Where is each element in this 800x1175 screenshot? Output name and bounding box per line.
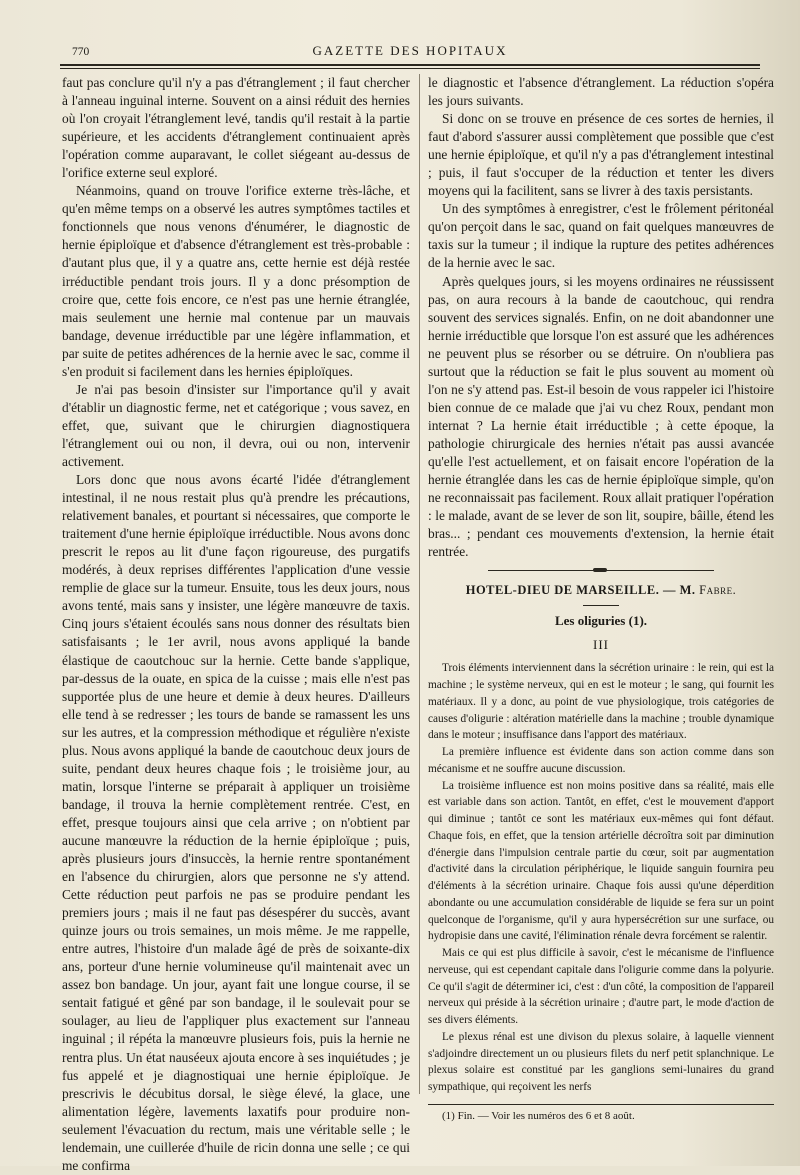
short-rule bbox=[583, 605, 619, 606]
page-number: 770 bbox=[72, 46, 90, 58]
paragraph: Lors donc que nous avons écarté l'idée d'étranglement intestinal, il ne nous restait plus qu'à prendre les précautions, relativement banales, et pourtant si nécessaires, que comporte le traitement d'une hernie épiploïque irréductible. Nous avons donc prescrit le repos au lit d'une façon rigoureuse, des purgatifs modérés, à deux reprises différentes l'application d'une vessie remplie de glace sur la tumeur. Ensuite, tous les deux jours, nous avons tenté, mais sans y insister, une légère manœuvre de taxis. Cinq jours s'étaient écoulés sans nous donner des résultats bien satisfaisants ; le 1er avril, nous avons appliqué la bande élastique de caoutchouc sur la hernie. Cette bande s'applique, par-dessus de la ouate, en spica de la cuisse ; mais elle n'est pas supportée plus de une heure et demie à deux heures. D'ailleurs elle tend à se redresser ; les tours de bande se ramassent les uns sur les autres, et la compression méthodique et régulière n'existe plus. Nous avons appliqué la bande de caoutchouc deux jours de suite, pendant deux heures chaque fois ; le troisième jour, au matin, lorsque l'interne se préparait à appliquer un troisième bandage, il trouva la hernie complètement rentrée. C'est, en effet, presque toujours ainsi que cela arrive ; on n'obtient par aucune manœuvre la réduction de la hernie épiploïque ; puis, après plusieurs jours d'insuccès, la hernie rentre spontanément en l'absence du chirurgien, alors que personne ne s'y attend. Cette réduction peut parfois ne pas se produire pendant les premiers jours ; mais il ne faut pas désespérer du succès, avant quinze jours ou trois semaines, un mois même. Je me rappelle, entre autres, l'histoire d'un malade âgé de près de soixante-dix ans, porteur d'une hernie volumineuse qu'il maintenait avec un assez bon bandage. Un jour, ayant fait une longue course, il se sentait fatigué et gêné par son bandage, il le soulevait pour se soulager, au lieu de l'appliquer plus exactement sur l'anneau inguinal ; il répéta la manœuvre plusieurs fois, puis la hernie ne rentra plus. Un état nauséeux ajouta encore à ses inquiétudes ; je fus appelé et je diagnostiquai une hernie épiploïque. Je prescrivis le décubitus dorsal, le siège élevé, la glace, une alimentation légère, lavements laxatifs pour produire non-seulement l'évacuation du rectum, mais une véritable selle ; le lendemain, une cuillerée d'huile de ricin donna une selle ; ce qui me confirma bbox=[62, 472, 410, 1173]
column-divider bbox=[419, 74, 420, 1094]
paragraph: le diagnostic et l'absence d'étranglement. La réduction s'opéra les jours suivants. bbox=[428, 75, 774, 109]
paragraph: La première influence est évidente dans son action comme dans son mécanisme et ne souffre aucune discussion. bbox=[428, 746, 774, 775]
author-name: Fabre. bbox=[699, 583, 737, 598]
part-number: III bbox=[593, 637, 609, 653]
paragraph: Après quelques jours, si les moyens ordinaires ne réussissent pas, on aura recours à la bande de caoutchouc, qui rendra souvent des services signalés. Enfin, on ne doit abandonner une hernie irréductible que lorsque l'on est assuré que les adhérences ne peuvent plus se résorber ou se détruire. On n'oubliera pas surtout que la réduction se fait le plus souvent au moment où l'on ne s'y attend pas. Est-il besoin de vous rappeler ici l'histoire bien connue de ce malade que j'ai vu chez Roux, pendant mon internat ? La hernie était irréductible ; à cette époque, la pathologie chirurgicale des hernies n'était pas aussi avancée qu'elle l'est actuellement, et on faisait encore l'opération de la hernie étranglée dans les cas de hernie épiploïque simple, qu'on ne reconnaissait pas facilement. Roux allait pratiquer l'opération : le malade, avant de se lever de son lit, soupire, bâille, étend les bras... ; pendant ces mouvements d'extension, la hernie était rentrée. bbox=[428, 273, 774, 560]
heading-dash: — M. bbox=[659, 583, 700, 598]
paragraph: Un des symptômes à enregistrer, c'est le frôlement péritonéal qu'on perçoit dans le sac, quand on fait quelques manœuvres de taxis sur la tumeur ; il indique la rupture des petites adhérences de la hernie avec le sac. bbox=[428, 201, 774, 271]
header-rule bbox=[60, 64, 760, 66]
journal-title: GAZETTE DES HOPITAUX bbox=[312, 43, 508, 58]
paragraph: Néanmoins, quand on trouve l'orifice externe très-lâche, et qu'en même temps on a observé les autres symptômes tactiles et fonctionnels que nous venons d'énumérer, le diagnostic de hernie épiploïque et d'absence d'étranglement est très-probable : d'autant plus que, il y a quatre ans, cette hernie est déjà restée irréductible pendant trois jours. Il y a donc présomption de croire que, cette fois encore, ce n'est pas une hernie étranglée, mais seulement une hernie mal contenue par un mauvais bandage, devenue irréductible par une légère inflammation, et par suite de petites adhérences de la hernie avec le sac, comme il s'en produit si facilement dans les hernies épiploïques. bbox=[62, 183, 410, 379]
paragraph: Trois éléments interviennent dans la sécrétion urinaire : le rein, qui est la machine ; le système nerveux, qui en est le moteur ; le sang, qui fournit les matériaux. Il y a donc, au point de vue physiologique, trois catégories de causes d'oligurie : altération matérielle dans la machine ; trouble dynamique dans le moteur ; insuffisance dans l'apport des matériaux. bbox=[428, 662, 774, 742]
section-heading bbox=[428, 581, 774, 599]
paragraph: Le plexus rénal est une divison du plexus solaire, à laquelle viennent s'adjoindre directement un ou plusieurs filets du nerf petit splanchnique. Le plexus solaire est constitué par les ganglions semi-lunaires du grand sympathique, qui reçoivent les nerfs bbox=[428, 1030, 774, 1094]
right-column bbox=[428, 74, 774, 1123]
paragraph: Je n'ai pas besoin d'insister sur l'importance qu'il y avait d'établir un diagnostic ferme, net et catégorique ; vous savez, en effet, que, suivant que le chirurgien diagnostiquera l'étranglement oui ou non, il devra, oui ou non, intervenir activement. bbox=[62, 381, 410, 469]
article-body bbox=[428, 660, 774, 1096]
left-column bbox=[62, 74, 410, 1175]
footnote: (1) Fin. — Voir les numéros des 6 et 8 août. bbox=[442, 1109, 635, 1122]
article-title: Les oliguries (1). bbox=[554, 613, 648, 629]
paragraph: Si donc on se trouve en présence de ces sortes de hernies, il faut d'abord s'assurer aussi complètement que possible que c'est une hernie épiploïque, et qu'il n'y a pas d'étranglement intestinal ; puis, il faut s'occuper de la réduction et tenter les divers moyens qui la facilitent, sans se livrer à des taxis persistants. bbox=[428, 111, 774, 199]
page-header bbox=[60, 38, 760, 64]
paragraph: faut pas conclure qu'il n'y a pas d'étranglement ; il faut chercher à l'anneau inguinal interne. Souvent on a ainsi réduit des hernies où l'on croyait l'étranglement levé, tandis qu'il restait à la partie supérieure, et les accidents d'étranglement continuaient après l'opération comme auparavant, le collet siégeant au-dessus de l'orifice externe seul exploré. bbox=[62, 75, 410, 181]
paragraph: Mais ce qui est plus difficile à savoir, c'est le mécanisme de l'influence nerveuse, qui est cependant capitale dans l'oligurie comme dans la polyurie. Ce qu'il s'agit de déterminer ici, c'est : d'un côté, la composition de l'appareil nerveux qui préside à la sécrétion urinaire ; d'autre part, le mode d'action de ses divers éléments. bbox=[428, 947, 774, 1027]
paragraph: La troisième influence est non moins positive dans sa réalité, mais elle est variable dans son action. Tantôt, en effet, c'est le mouvement d'apport qui diminue ; tantôt ce sont les matériaux eux-mêmes qui font défaut. Chaque fois, en effet, que la tension artérielle décroîtra soit par diminution d'énergie dans l'impulsion centrale partie du cœur, soit par augmentation d'activité dans la circulation périphérique, le liquide sanguin fournira peu d'éléments à la sécrétion urinaire. Chaque fois aussi qu'une déperdition abondante ou une accumulation considérable de liquide se fera sur un point quelconque de l'organisme, qu'il y aura hypersécrétion sur une surface, ou hydropisie dans une cavité, l'élimination rénale devra forcément se ralentir. bbox=[428, 779, 774, 943]
header-rule-thin bbox=[60, 68, 760, 69]
footnote-rule bbox=[428, 1104, 774, 1105]
section-separator bbox=[428, 563, 774, 577]
hospital-name: HOTEL-DIEU DE MARSEILLE. bbox=[465, 583, 660, 598]
